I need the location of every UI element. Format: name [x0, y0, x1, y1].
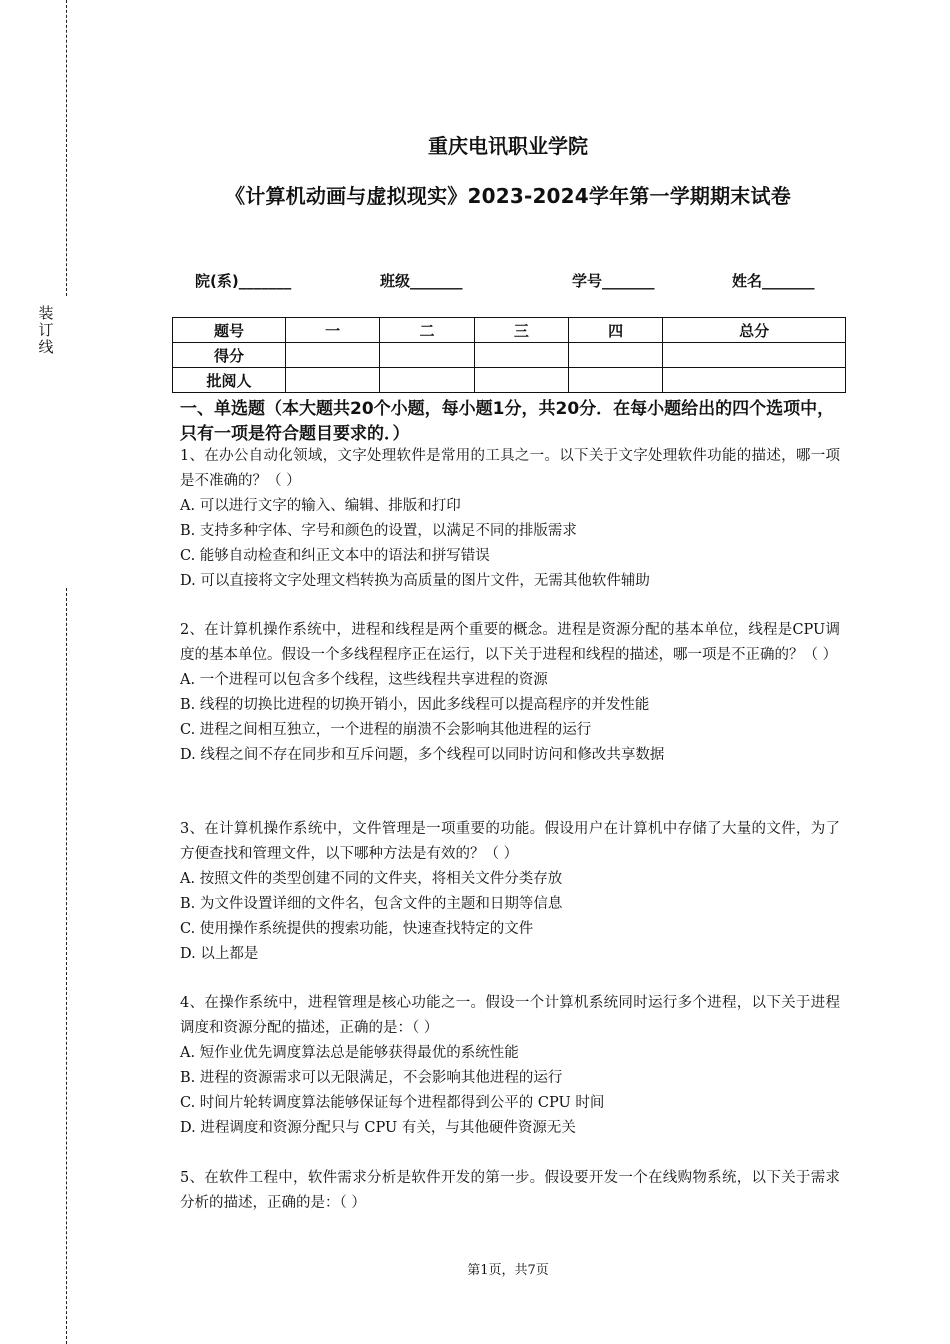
- question-3: [180, 817, 840, 967]
- school-name: 重庆电讯职业学院: [428, 134, 588, 158]
- table-cell[interactable]: [663, 368, 846, 393]
- question-5: [180, 1166, 840, 1216]
- table-cell: 三: [474, 318, 568, 343]
- option-b: B. 为文件设置详细的文件名，包含文件的主题和日期等信息: [180, 896, 563, 912]
- question-1: [180, 444, 840, 594]
- table-cell[interactable]: [380, 368, 474, 393]
- table-cell[interactable]: [663, 343, 846, 368]
- table-cell[interactable]: [474, 368, 568, 393]
- table-cell[interactable]: [286, 368, 380, 393]
- option-a: A. 短作业优先调度算法总是能够获得最优的系统性能: [180, 1045, 519, 1061]
- option-c: C. 进程之间相互独立，一个进程的崩溃不会影响其他进程的运行: [180, 722, 592, 738]
- table-cell[interactable]: [474, 343, 568, 368]
- option-d: D. 进程调度和资源分配只与 CPU 有关，与其他硬件资源无关: [180, 1120, 576, 1136]
- info-dept: 院(系)_______: [195, 272, 292, 290]
- option-a: A. 按照文件的类型创建不同的文件夹，将相关文件分类存放: [180, 871, 563, 887]
- option-c: C. 时间片轮转调度算法能够保证每个进程都得到公平的 CPU 时间: [180, 1095, 605, 1111]
- table-header-row: [173, 318, 846, 343]
- table-cell[interactable]: [380, 343, 474, 368]
- page-footer: 第1页，共7页: [467, 1263, 549, 1278]
- table-cell: 总分: [663, 318, 846, 343]
- table-cell[interactable]: [286, 343, 380, 368]
- option-c: C. 能够自动检查和纠正文本中的语法和拼写错误: [180, 548, 490, 564]
- binding-dashed-line-bottom: [66, 588, 67, 1344]
- option-b: B. 进程的资源需求可以无限满足，不会影响其他进程的运行: [180, 1070, 563, 1086]
- section-title: 一、单选题（本大题共20个小题，每小题1分，共20分．在每小题给出的四个选项中，只有一项是符合题目要求的．）: [180, 399, 835, 444]
- question-stem: 4、在操作系统中，进程管理是核心功能之一。假设一个计算机系统同时运行多个进程，以下关于进程调度和资源分配的描述，正确的是：（ ）: [180, 995, 840, 1036]
- option-d: D. 以上都是: [180, 946, 259, 962]
- option-a: A. 可以进行文字的输入、编辑、排版和打印: [180, 498, 461, 514]
- option-d: D. 线程之间不存在同步和互斥问题，多个线程可以同时访问和修改共享数据: [180, 747, 665, 763]
- binding-char: 线: [38, 338, 54, 356]
- table-cell: 二: [380, 318, 474, 343]
- table-cell: 得分: [173, 343, 286, 368]
- option-b: B. 支持多种字体、字号和颜色的设置，以满足不同的排版需求: [180, 523, 577, 539]
- question-stem: 1、在办公自动化领域，文字处理软件是常用的工具之一。以下关于文字处理软件功能的描述，哪一项是不准确的？（ ）: [180, 448, 840, 489]
- table-cell[interactable]: [568, 368, 662, 393]
- question-2: [180, 618, 840, 768]
- table-cell[interactable]: [568, 343, 662, 368]
- info-name: 姓名_______: [732, 272, 815, 290]
- info-student-no: 学号_______: [572, 272, 655, 290]
- question-stem: 5、在软件工程中，软件需求分析是软件开发的第一步。假设要开发一个在线购物系统，以下关于需求分析的描述，正确的是：（ ）: [180, 1170, 840, 1211]
- table-cell: 一: [286, 318, 380, 343]
- exam-title: 《计算机动画与虚拟现实》2023-2024学年第一学期期末试卷: [225, 184, 791, 208]
- info-class: 班级_______: [380, 272, 463, 290]
- question-stem: 3、在计算机操作系统中，文件管理是一项重要的功能。假设用户在计算机中存储了大量的文件，为了方便查找和管理文件，以下哪种方法是有效的？（ ）: [180, 821, 840, 862]
- table-cell: 四: [568, 318, 662, 343]
- option-d: D. 可以直接将文字处理文档转换为高质量的图片文件，无需其他软件辅助: [180, 573, 650, 589]
- binding-label: [38, 305, 54, 356]
- option-c: C. 使用操作系统提供的搜索功能，快速查找特定的文件: [180, 921, 534, 937]
- option-b: B. 线程的切换比进程的切换开销小，因此多线程可以提高程序的并发性能: [180, 697, 650, 713]
- table-cell: 题号: [173, 318, 286, 343]
- binding-char: 装: [38, 304, 54, 322]
- question-stem: 2、在计算机操作系统中，进程和线程是两个重要的概念。进程是资源分配的基本单位，线程是CPU调度的基本单位。假设一个多线程程序正在运行，以下关于进程和线程的描述，哪一项是不正确的？（ ）: [180, 622, 840, 663]
- table-cell: 批阅人: [173, 368, 286, 393]
- score-table: [172, 317, 846, 393]
- table-row: [173, 368, 846, 393]
- table-row: [173, 343, 846, 368]
- option-a: A. 一个进程可以包含多个线程，这些线程共享进程的资源: [180, 672, 548, 688]
- question-4: [180, 991, 840, 1141]
- binding-char: 订: [38, 321, 54, 339]
